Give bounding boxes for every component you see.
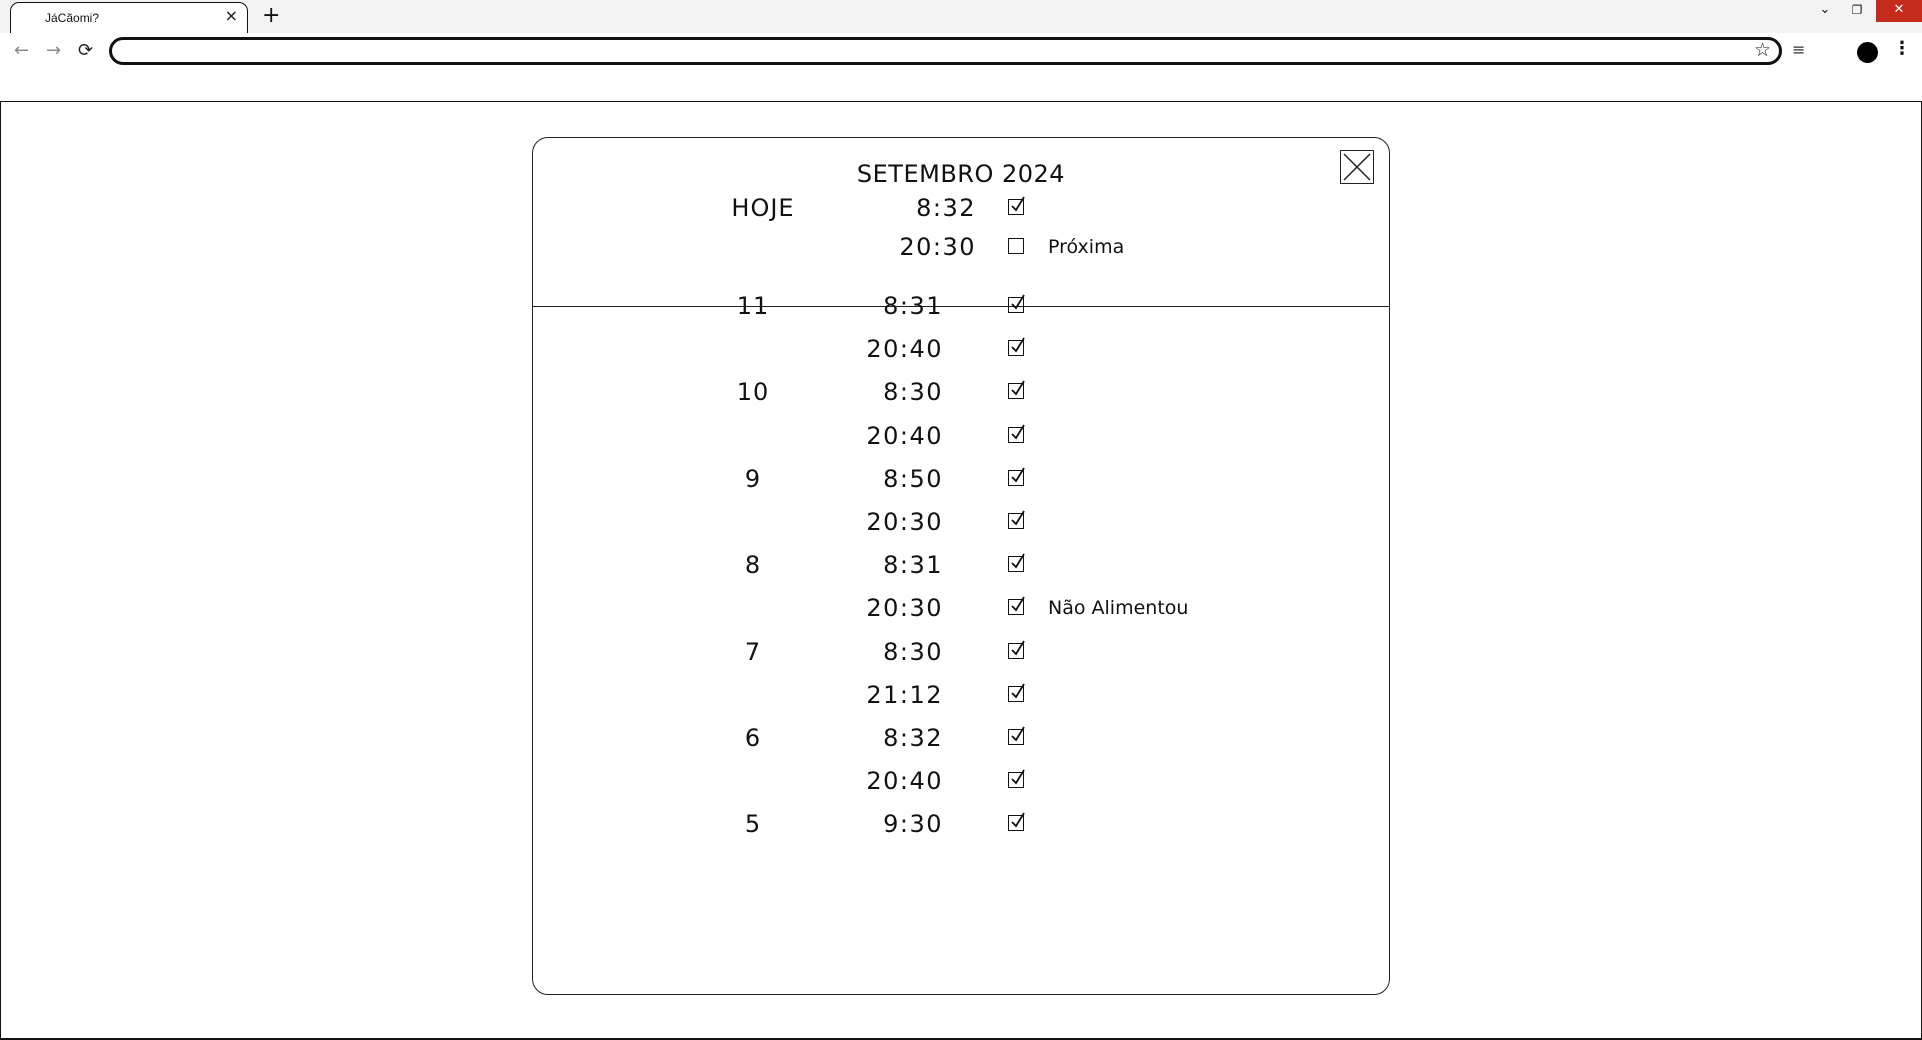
history-entry-row — [533, 809, 1389, 839]
browser-menu-icon[interactable]: ⋮ — [1893, 38, 1911, 59]
fed-checkbox-checked[interactable] — [1008, 556, 1024, 572]
feeding-time: 20:40 — [866, 421, 943, 450]
month-title: SETEMBRO 2024 — [856, 160, 1066, 188]
feeding-time: 8:30 — [883, 378, 943, 407]
feeding-time: 8:50 — [883, 464, 943, 493]
fed-checkbox-unchecked[interactable] — [1008, 238, 1024, 254]
day-number: 8 — [744, 551, 762, 580]
fed-checkbox-checked[interactable] — [1008, 297, 1024, 313]
back-arrow-icon[interactable]: ← — [14, 40, 30, 61]
fed-checkbox-checked[interactable] — [1008, 513, 1024, 529]
feeding-log-modal — [532, 137, 1390, 995]
feeding-time: 9:30 — [883, 810, 943, 839]
history-entry-row — [533, 550, 1389, 580]
feeding-time: 8:31 — [883, 292, 943, 320]
fed-checkbox-checked[interactable] — [1008, 686, 1024, 702]
fed-checkbox-checked[interactable] — [1008, 599, 1024, 615]
fed-checkbox-checked[interactable] — [1008, 815, 1024, 831]
fed-checkbox-checked[interactable] — [1008, 340, 1024, 356]
history-entry-row — [533, 421, 1389, 451]
feeding-time: 20:40 — [866, 335, 943, 364]
tab-search-chevron-icon[interactable]: ⌄ — [1819, 2, 1831, 17]
tab-strip — [0, 0, 1922, 33]
tab-close-icon[interactable]: × — [224, 6, 238, 25]
history-entry-row — [533, 593, 1389, 623]
fed-checkbox-checked[interactable] — [1008, 199, 1024, 215]
day-number: 7 — [744, 637, 762, 666]
history-entry-row — [533, 291, 1389, 321]
close-window-button[interactable]: ✕ — [1876, 0, 1922, 22]
day-number: 10 — [736, 378, 770, 407]
day-number: 9 — [744, 464, 762, 493]
feeding-time: 8:32 — [916, 194, 976, 222]
feeding-time: 20:30 — [899, 233, 976, 261]
reading-list-icon[interactable]: ≡ — [1792, 40, 1806, 59]
history-entry-row — [533, 507, 1389, 537]
feeding-time: 8:30 — [883, 637, 943, 666]
history-entry-row — [533, 723, 1389, 753]
feeding-time: 20:30 — [866, 594, 943, 623]
feeding-time: 21:12 — [866, 680, 943, 709]
history-entry-row — [533, 377, 1389, 407]
today-label: HOJE — [731, 194, 795, 222]
profile-avatar-icon[interactable] — [1857, 42, 1878, 63]
new-tab-button[interactable]: + — [262, 3, 281, 28]
tab-title: JáCãomi? — [45, 11, 100, 25]
today-entry-row — [533, 232, 1389, 262]
history-entry-row — [533, 334, 1389, 364]
day-number: 5 — [744, 810, 762, 839]
forward-arrow-icon[interactable]: → — [46, 40, 62, 61]
bookmark-star-icon[interactable]: ☆ — [1753, 39, 1771, 61]
fed-checkbox-checked[interactable] — [1008, 427, 1024, 443]
fed-checkbox-checked[interactable] — [1008, 729, 1024, 745]
history-entry-row — [533, 464, 1389, 494]
day-number: 6 — [744, 724, 762, 752]
history-entry-row — [533, 766, 1389, 796]
today-entry-row — [533, 193, 1389, 223]
entry-note: Não Alimentou — [1048, 597, 1189, 620]
entry-note: Próxima — [1048, 236, 1125, 258]
browser-tab[interactable] — [10, 2, 248, 33]
fed-checkbox-checked[interactable] — [1008, 470, 1024, 486]
fed-checkbox-checked[interactable] — [1008, 383, 1024, 399]
browser-toolbar — [0, 33, 1922, 102]
history-entry-row — [533, 637, 1389, 667]
feeding-time: 8:32 — [883, 724, 943, 752]
reload-icon[interactable]: ⟳ — [78, 40, 94, 61]
fed-checkbox-checked[interactable] — [1008, 772, 1024, 788]
history-entry-row — [533, 680, 1389, 710]
restore-window-icon[interactable]: ❐ — [1851, 3, 1863, 17]
day-number: 11 — [736, 292, 770, 320]
feeding-time: 20:40 — [866, 767, 943, 796]
feeding-time: 20:30 — [866, 508, 943, 536]
feeding-time: 8:31 — [883, 551, 943, 580]
address-bar[interactable] — [109, 37, 1782, 65]
fed-checkbox-checked[interactable] — [1008, 643, 1024, 659]
